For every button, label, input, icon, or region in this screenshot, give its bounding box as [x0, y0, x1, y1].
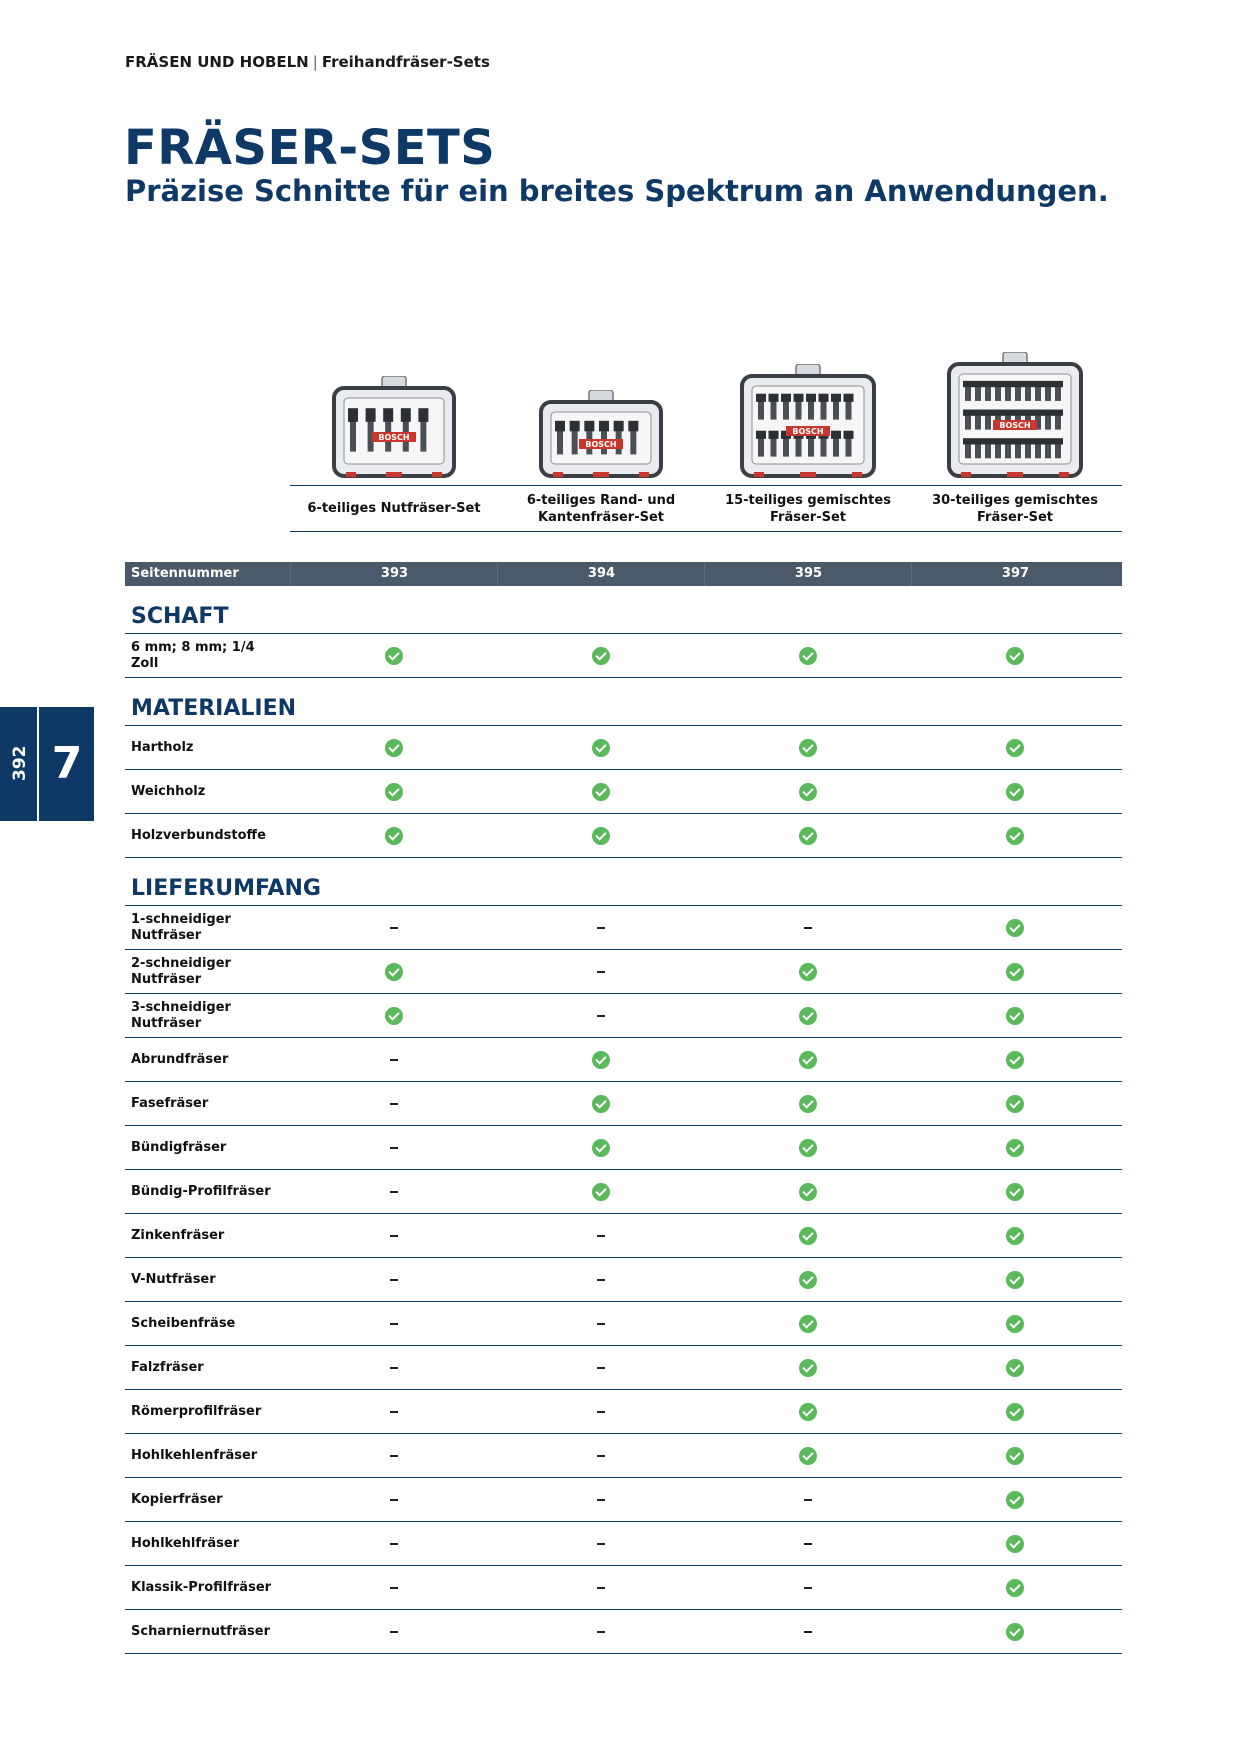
table-row	[125, 1302, 1122, 1346]
dash-icon	[597, 1323, 605, 1325]
feature-cell	[704, 1434, 911, 1477]
feature-cell	[290, 1126, 497, 1169]
dash-icon	[390, 1455, 398, 1457]
feature-cell	[290, 950, 497, 993]
product-page-number: 393	[290, 562, 498, 586]
dash-icon	[597, 1411, 605, 1413]
side-tab-divider	[37, 707, 39, 821]
dash-icon	[597, 1499, 605, 1501]
feature-cell	[911, 906, 1118, 949]
feature-cell	[911, 1610, 1118, 1653]
page-number-header-row	[125, 562, 1122, 586]
product-page-number: 395	[704, 562, 912, 586]
feature-cell	[911, 1434, 1118, 1477]
brand-logo-text: BOSCH	[999, 421, 1031, 430]
product-page-number: 397	[911, 562, 1119, 586]
feature-label: Holzverbundstoffe	[131, 827, 266, 843]
brand-logo-text: BOSCH	[378, 433, 410, 442]
feature-cell	[290, 1566, 497, 1609]
feature-cell	[911, 634, 1118, 677]
check-icon	[385, 739, 403, 757]
feature-cell	[290, 1478, 497, 1521]
section-title: LIEFERUMFANG	[125, 858, 1122, 906]
table-row	[125, 994, 1122, 1038]
feature-label: Bündig-Profilfräser	[131, 1183, 271, 1199]
dash-icon	[804, 927, 812, 929]
section-title: MATERIALIEN	[125, 678, 1122, 726]
brand-logo-text: BOSCH	[792, 427, 824, 436]
check-icon	[1006, 1359, 1024, 1377]
breadcrumb	[125, 53, 490, 71]
feature-label: Hohlkehlfräser	[131, 1535, 240, 1551]
feature-label: Hohlkehlenfräser	[131, 1447, 258, 1463]
feature-label: Klassik-Profilfräser	[131, 1579, 272, 1595]
feature-cell	[911, 1302, 1118, 1345]
check-icon	[1006, 1095, 1024, 1113]
check-icon	[799, 1051, 817, 1069]
feature-cell	[911, 994, 1118, 1037]
page-number: 392	[10, 745, 30, 781]
dash-icon	[597, 1279, 605, 1281]
feature-cell	[497, 1082, 704, 1125]
feature-cell	[497, 1038, 704, 1081]
table-row	[125, 634, 1122, 678]
feature-cell	[704, 994, 911, 1037]
check-icon	[1006, 1007, 1024, 1025]
feature-label: Falzfräser	[131, 1359, 204, 1375]
router-bit-case-icon	[539, 390, 663, 480]
feature-cell	[497, 1434, 704, 1477]
dash-icon	[390, 1191, 398, 1193]
product-name: 30-teiliges gemischtes Fräser-Set	[932, 492, 1098, 525]
feature-cell	[290, 1170, 497, 1213]
feature-cell	[911, 1478, 1118, 1521]
table-row	[125, 1038, 1122, 1082]
table-row	[125, 726, 1122, 770]
feature-cell	[497, 1258, 704, 1301]
check-icon	[385, 1007, 403, 1025]
brand-logo-text: BOSCH	[585, 440, 617, 449]
comparison-table	[125, 562, 1122, 1654]
table-row	[125, 1346, 1122, 1390]
feature-cell	[497, 726, 704, 769]
table-row	[125, 950, 1122, 994]
check-icon	[592, 1139, 610, 1157]
feature-cell	[704, 1214, 911, 1257]
check-icon	[1006, 1579, 1024, 1597]
feature-cell	[704, 634, 911, 677]
dash-icon	[390, 1499, 398, 1501]
check-icon	[1006, 1271, 1024, 1289]
check-icon	[1006, 783, 1024, 801]
feature-label: 1-schneidiger Nutfräser	[131, 911, 231, 943]
feature-cell	[290, 1390, 497, 1433]
feature-cell	[704, 1038, 911, 1081]
check-icon	[1006, 1535, 1024, 1553]
dash-icon	[597, 1015, 605, 1017]
feature-cell	[290, 1302, 497, 1345]
feature-cell	[290, 770, 497, 813]
feature-cell	[497, 1478, 704, 1521]
feature-cell	[704, 1170, 911, 1213]
check-icon	[385, 783, 403, 801]
feature-cell	[290, 1522, 497, 1565]
product-image	[497, 350, 705, 480]
check-icon	[1006, 1623, 1024, 1641]
feature-cell	[704, 1082, 911, 1125]
feature-cell	[497, 1390, 704, 1433]
dash-icon	[804, 1631, 812, 1633]
dash-icon	[804, 1543, 812, 1545]
check-icon	[1006, 1227, 1024, 1245]
table-row	[125, 1566, 1122, 1610]
check-icon	[799, 1447, 817, 1465]
chapter-number: 7	[51, 738, 83, 789]
feature-cell	[704, 1346, 911, 1389]
dash-icon	[597, 1455, 605, 1457]
feature-label: Scharniernutfräser	[131, 1623, 270, 1639]
feature-cell	[704, 906, 911, 949]
feature-cell	[290, 1038, 497, 1081]
feature-label: Bündigfräser	[131, 1139, 227, 1155]
dash-icon	[597, 1543, 605, 1545]
table-row	[125, 1478, 1122, 1522]
page-title: FRÄSER-SETS	[124, 120, 496, 176]
feature-cell	[497, 634, 704, 677]
feature-label: Scheibenfräse	[131, 1315, 236, 1331]
product-page-number: 394	[497, 562, 705, 586]
feature-cell	[911, 814, 1118, 857]
feature-cell	[704, 1610, 911, 1653]
feature-cell	[911, 950, 1118, 993]
feature-cell	[911, 1214, 1118, 1257]
breadcrumb-section: Freihandfräser-Sets	[321, 53, 490, 71]
dash-icon	[390, 1235, 398, 1237]
feature-cell	[497, 770, 704, 813]
check-icon	[799, 739, 817, 757]
feature-cell	[497, 1302, 704, 1345]
dash-icon	[390, 1059, 398, 1061]
check-icon	[592, 739, 610, 757]
feature-cell	[290, 1258, 497, 1301]
check-icon	[799, 1227, 817, 1245]
check-icon	[1006, 827, 1024, 845]
table-row	[125, 1610, 1122, 1654]
check-icon	[799, 647, 817, 665]
check-icon	[799, 1095, 817, 1113]
feature-label: Hartholz	[131, 739, 194, 755]
section-title: SCHAFT	[125, 586, 1122, 634]
feature-cell	[290, 1346, 497, 1389]
feature-cell	[497, 1610, 704, 1653]
dash-icon	[597, 971, 605, 973]
table-row	[125, 1434, 1122, 1478]
feature-cell	[911, 1082, 1118, 1125]
router-bit-case-icon	[947, 352, 1083, 480]
feature-label: 6 mm; 8 mm; 1/4 Zoll	[131, 639, 255, 671]
check-icon	[799, 963, 817, 981]
dash-icon	[390, 1543, 398, 1545]
check-icon	[385, 827, 403, 845]
check-icon	[1006, 1447, 1024, 1465]
check-icon	[799, 1007, 817, 1025]
check-icon	[592, 647, 610, 665]
page-number-row-label: Seitennummer	[131, 566, 239, 581]
feature-cell	[290, 634, 497, 677]
feature-label: Römerprofilfräser	[131, 1403, 262, 1419]
check-icon	[799, 1271, 817, 1289]
check-icon	[385, 647, 403, 665]
table-row	[125, 770, 1122, 814]
router-bit-case-icon	[332, 376, 456, 480]
check-icon	[1006, 739, 1024, 757]
table-row	[125, 814, 1122, 858]
check-icon	[799, 827, 817, 845]
feature-label: Weichholz	[131, 783, 206, 799]
dash-icon	[390, 1367, 398, 1369]
router-bit-case-icon	[740, 364, 876, 480]
check-icon	[1006, 1315, 1024, 1333]
feature-cell	[290, 906, 497, 949]
dash-icon	[390, 1323, 398, 1325]
feature-cell	[497, 994, 704, 1037]
check-icon	[1006, 919, 1024, 937]
page-subtitle: Präzise Schnitte für ein breites Spektrum an Anwendungen.	[125, 174, 1109, 208]
check-icon	[1006, 647, 1024, 665]
feature-cell	[497, 1346, 704, 1389]
product-name: 6-teiliges Rand- und Kantenfräser-Set	[526, 492, 676, 525]
breadcrumb-separator: |	[312, 53, 318, 71]
feature-cell	[290, 1434, 497, 1477]
product-name: 6-teiliges Nutfräser-Set	[307, 501, 481, 516]
feature-cell	[911, 1038, 1118, 1081]
check-icon	[1006, 1491, 1024, 1509]
feature-cell	[497, 814, 704, 857]
feature-cell	[497, 1566, 704, 1609]
feature-cell	[497, 1126, 704, 1169]
dash-icon	[597, 1631, 605, 1633]
dash-icon	[390, 1587, 398, 1589]
table-row	[125, 1258, 1122, 1302]
feature-cell	[290, 726, 497, 769]
dash-icon	[390, 1411, 398, 1413]
dash-icon	[390, 927, 398, 929]
feature-cell	[911, 1170, 1118, 1213]
feature-cell	[911, 1522, 1118, 1565]
feature-label: 2-schneidiger Nutfräser	[131, 955, 231, 987]
product-names-bottom-rule	[290, 531, 1122, 532]
dash-icon	[597, 1367, 605, 1369]
dash-icon	[597, 1235, 605, 1237]
table-row	[125, 1082, 1122, 1126]
feature-cell	[290, 1082, 497, 1125]
feature-cell	[290, 814, 497, 857]
check-icon	[799, 1315, 817, 1333]
feature-label: Zinkenfräser	[131, 1227, 225, 1243]
check-icon	[799, 1183, 817, 1201]
dash-icon	[390, 1279, 398, 1281]
check-icon	[592, 1095, 610, 1113]
table-row	[125, 1126, 1122, 1170]
check-icon	[1006, 1403, 1024, 1421]
dash-icon	[390, 1147, 398, 1149]
feature-cell	[290, 1610, 497, 1653]
feature-cell	[497, 950, 704, 993]
table-row	[125, 1170, 1122, 1214]
feature-cell	[497, 1522, 704, 1565]
chapter-side-tab	[0, 707, 94, 821]
feature-cell	[290, 994, 497, 1037]
feature-label: Abrundfräser	[131, 1051, 229, 1067]
dash-icon	[804, 1587, 812, 1589]
dash-icon	[804, 1499, 812, 1501]
feature-label: Kopierfräser	[131, 1491, 223, 1507]
check-icon	[799, 1359, 817, 1377]
feature-cell	[704, 1478, 911, 1521]
table-row	[125, 1390, 1122, 1434]
feature-cell	[911, 726, 1118, 769]
check-icon	[592, 1183, 610, 1201]
check-icon	[1006, 1139, 1024, 1157]
product-image	[911, 350, 1119, 480]
check-icon	[799, 1403, 817, 1421]
feature-cell	[704, 1302, 911, 1345]
feature-cell	[911, 770, 1118, 813]
feature-cell	[911, 1258, 1118, 1301]
product-image	[290, 350, 498, 480]
feature-cell	[704, 814, 911, 857]
feature-cell	[911, 1390, 1118, 1433]
feature-cell	[290, 1214, 497, 1257]
check-icon	[385, 963, 403, 981]
feature-cell	[704, 950, 911, 993]
feature-cell	[704, 1258, 911, 1301]
feature-cell	[704, 1522, 911, 1565]
check-icon	[1006, 1051, 1024, 1069]
breadcrumb-chapter: FRÄSEN UND HOBELN	[125, 53, 309, 71]
check-icon	[1006, 1183, 1024, 1201]
check-icon	[592, 1051, 610, 1069]
dash-icon	[390, 1631, 398, 1633]
feature-label: Fasefräser	[131, 1095, 209, 1111]
feature-cell	[911, 1346, 1118, 1389]
feature-cell	[704, 1126, 911, 1169]
feature-cell	[704, 726, 911, 769]
dash-icon	[597, 927, 605, 929]
feature-label: 3-schneidiger Nutfräser	[131, 999, 231, 1031]
check-icon	[799, 1139, 817, 1157]
feature-cell	[704, 1390, 911, 1433]
feature-cell	[911, 1566, 1118, 1609]
check-icon	[592, 783, 610, 801]
feature-cell	[704, 770, 911, 813]
check-icon	[799, 783, 817, 801]
table-row	[125, 1214, 1122, 1258]
dash-icon	[390, 1103, 398, 1105]
check-icon	[592, 827, 610, 845]
table-row	[125, 906, 1122, 950]
product-name: 15-teiliges gemischtes Fräser-Set	[725, 492, 891, 525]
feature-cell	[911, 1126, 1118, 1169]
feature-label: V-Nutfräser	[131, 1271, 216, 1287]
table-row	[125, 1522, 1122, 1566]
feature-cell	[497, 1214, 704, 1257]
feature-cell	[704, 1566, 911, 1609]
product-image	[704, 350, 912, 480]
feature-cell	[497, 1170, 704, 1213]
check-icon	[1006, 963, 1024, 981]
dash-icon	[597, 1587, 605, 1589]
feature-cell	[497, 906, 704, 949]
